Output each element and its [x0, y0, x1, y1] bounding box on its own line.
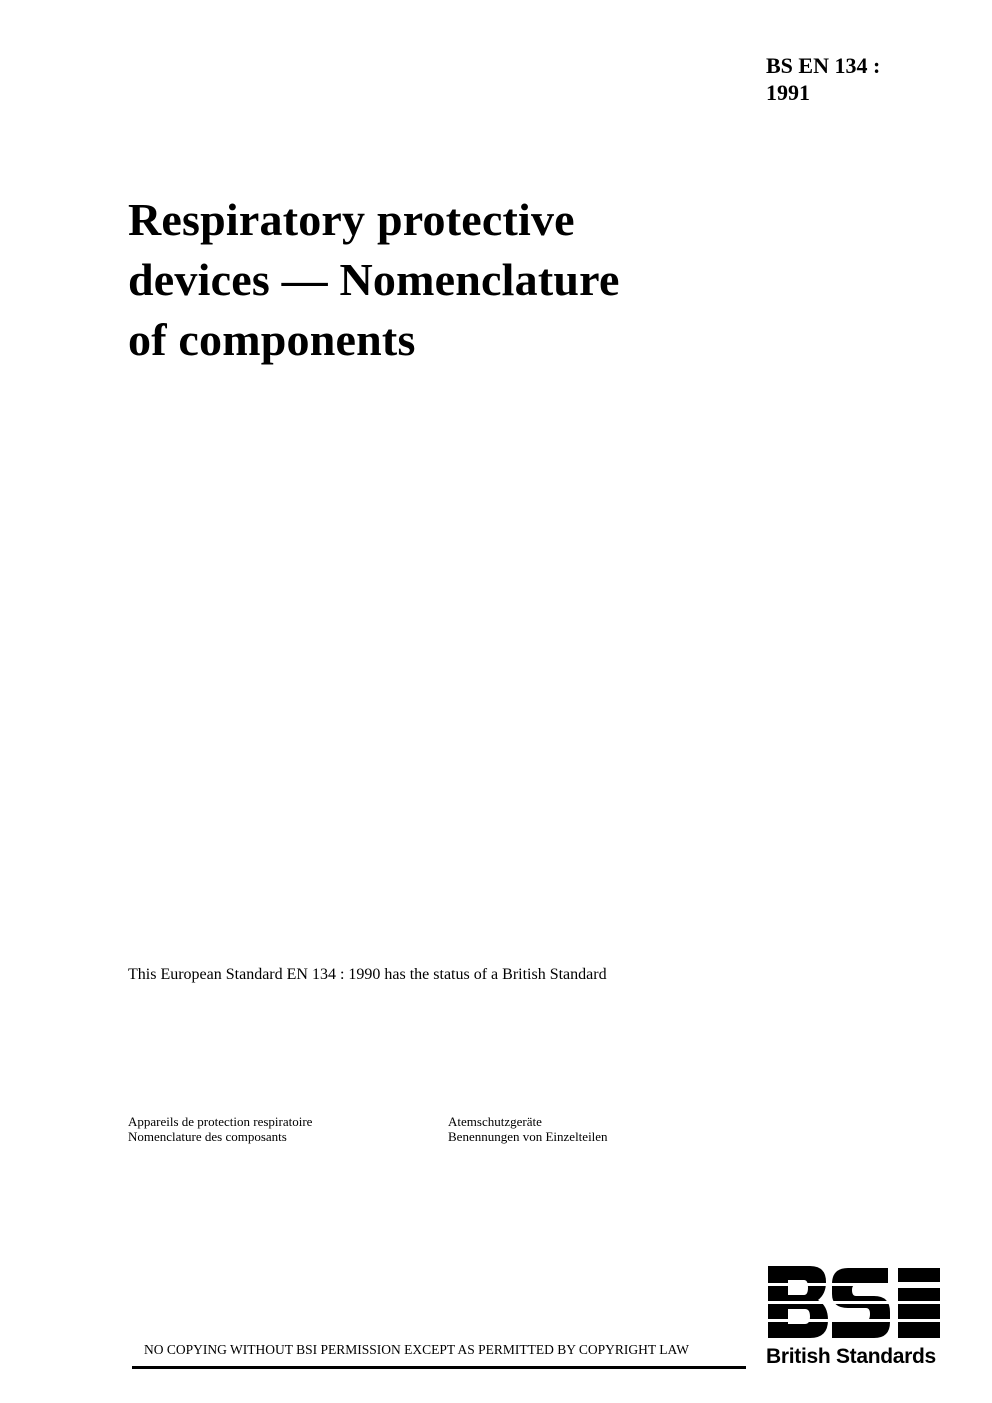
german-title — [448, 1114, 608, 1144]
copyright-bar — [132, 1340, 746, 1369]
french-title-line2: Nomenclature des composants — [128, 1129, 287, 1144]
french-title — [128, 1114, 312, 1144]
document-title — [128, 190, 888, 370]
status-statement: This European Standard EN 134 : 1990 has the status of a British Standard — [128, 966, 607, 983]
standard-number-line2: 1991 — [766, 80, 810, 105]
bsi-logo — [766, 1264, 946, 1374]
title-line1: Respiratory protective — [128, 194, 575, 245]
copyright-notice: NO COPYING WITHOUT BSI PERMISSION EXCEPT AS PERMITTED BY COPYRIGHT LAW — [144, 1342, 689, 1357]
german-title-line1: Atemschutzgeräte — [448, 1114, 542, 1129]
logo-subtitle: British Standards — [766, 1345, 936, 1368]
title-line3: of components — [128, 314, 416, 365]
french-title-line1: Appareils de protection respiratoire — [128, 1114, 313, 1129]
german-title-line2: Benennungen von Einzelteilen — [448, 1129, 608, 1144]
bsi-logo-icon — [766, 1264, 944, 1340]
title-line2: devices — Nomenclature — [128, 254, 620, 305]
standard-number — [766, 52, 966, 106]
standard-number-line1: BS EN 134 : — [766, 53, 881, 78]
